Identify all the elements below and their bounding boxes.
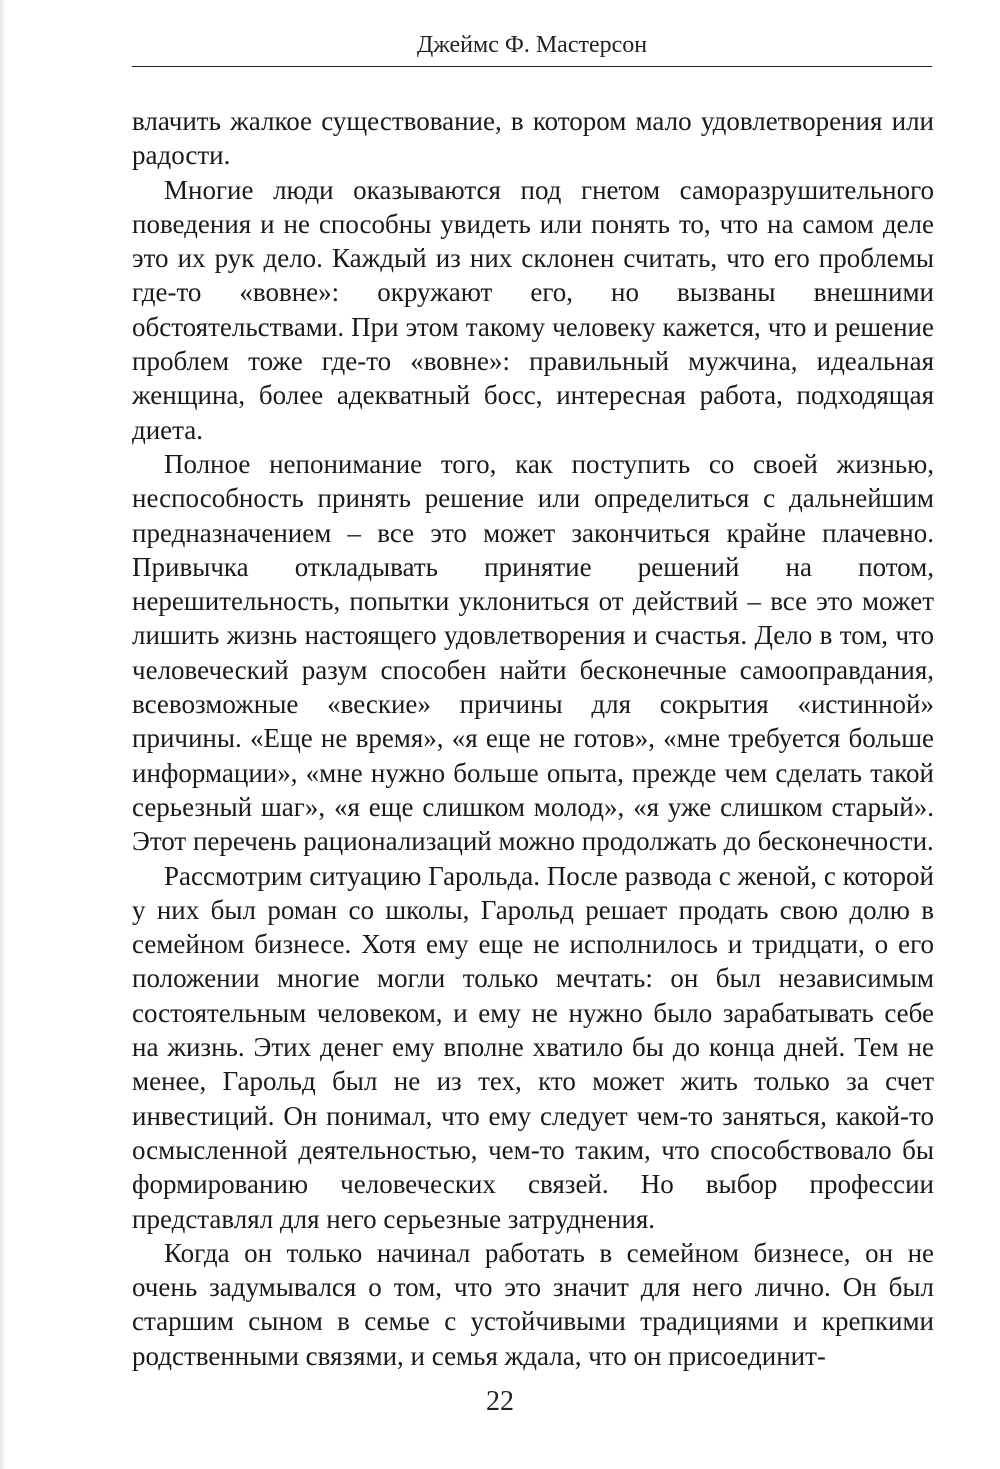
paragraph-3: Полное непонимание того, как поступить со своей жизнью, неспособность принять решение или определиться с дальнейшим предназначением – все это может закончиться крайне плачевно. Привычка откладывать принятие решений на потом, нерешительность, попытки уклониться от действий – все это может лишить жизнь настоящего удовлетворения и счастья. Дело в том, что человеческий разум способен найти бесконечные самооправдания, всевозможные «веские» причины для сокрытия «истинной» причины. «Еще не время», «я еще не готов», «мне требуется больше информации», «мне нужно больше опыта, прежде чем сделать такой серьезный шаг», «я еще слишком молод», «я уже слишком старый». Этот перечень рационализаций можно продолжать до бесконечности.	[132, 448, 934, 857]
paragraph-1: влачить жалкое существование, в котором мало удовлетворения или радости.	[132, 106, 934, 171]
paragraph-4: Рассмотрим ситуацию Гарольда. После развода с женой, с которой у них был роман со школы, Гарольд решает продать свою долю в семейном бизнесе. Хотя ему еще не исполнилось и тридцати, о его положении многие могли только мечтать: он был независимым состоятельным человеком, и ему не нужно было зарабатывать себе на жизнь. Этих денег ему вполне хватило бы до конца дней. Тем не менее, Гарольд был не из тех, кто может жить только за счет инвестиций. Он понимал, что ему следует чем-то заняться, какой-то осмысленной деятельностью, чем-то таким, что способствовало бы формированию человеческих связей. Но выбор профессии представлял для него серьезные затруднения.	[132, 860, 934, 1234]
body-text	[132, 104, 934, 1373]
page-gutter-shadow	[0, 0, 6, 1469]
header-rule	[132, 66, 932, 67]
running-head: Джеймс Ф. Мастерсон	[416, 32, 648, 58]
page-number: 22	[486, 1386, 514, 1417]
paragraph-5: Когда он только начинал работать в семейном бизнесе, он не очень задумывался о том, что это значит для него лично. Он был старшим сыном в семье с устойчивыми традициями и крепкими родственными связями, и семья ждала, что он присоединит-	[132, 1237, 934, 1371]
paragraph-2: Многие люди оказываются под гнетом саморазрушительного поведения и не способны увидеть или понять то, что на самом деле это их рук дело. Каждый из них склонен считать, что его проблемы где-то «вовне»: окружают его, но вызваны внешними обстоятельствами. При этом такому человеку кажется, что и решение проблем тоже где-то «вовне»: правильный мужчина, идеальная женщина, более адекватный босс, интересная работа, подходящая диета.	[132, 174, 934, 445]
